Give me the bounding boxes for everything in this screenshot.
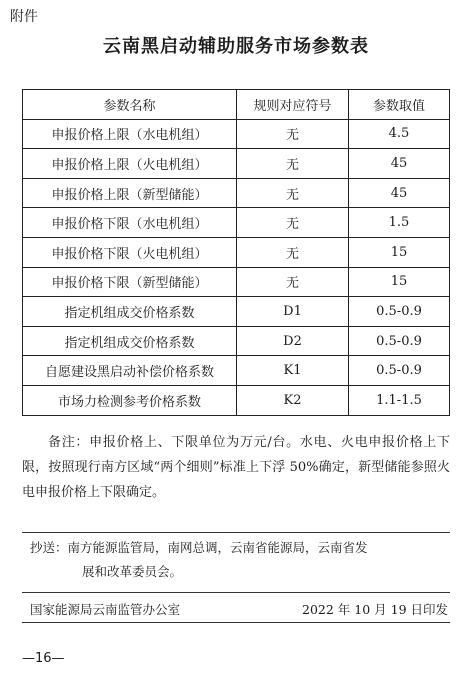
param-name-cell: 自愿建设黑启动补偿价格系数 — [23, 356, 237, 386]
param-symbol-cell: K2 — [237, 385, 349, 415]
param-name-cell: 市场力检测参考价格系数 — [23, 385, 237, 415]
cc-line-2: 展和改革委员会。 — [82, 564, 183, 579]
param-value-cell: 0.5-0.9 — [349, 356, 450, 386]
param-symbol-cell: 无 — [237, 149, 349, 179]
divider-middle — [22, 592, 450, 593]
param-value-cell: 1.1-1.5 — [349, 385, 450, 415]
param-name-cell: 指定机组成交价格系数 — [23, 297, 237, 327]
param-symbol-cell: 无 — [237, 178, 349, 208]
table-row — [23, 326, 450, 356]
param-name-cell: 申报价格下限（火电机组） — [23, 237, 237, 267]
table-row — [23, 208, 450, 238]
document-title: 云南黑启动辅助服务市场参数表 — [103, 36, 369, 57]
param-symbol-cell: K1 — [237, 356, 349, 386]
table-row — [23, 237, 450, 267]
parameter-table — [22, 89, 450, 416]
cc-line-1: 抄送：南方能源监管局，南网总调，云南省能源局，云南省发 — [30, 540, 368, 555]
table-row — [23, 297, 450, 327]
param-value-cell: 15 — [349, 237, 450, 267]
issue-date: 2022 年 10 月 19 日印发 — [302, 602, 448, 617]
divider-bottom — [22, 622, 450, 623]
page-number: —16— — [22, 651, 65, 666]
cc-block — [30, 536, 450, 584]
column-header-symbol: 规则对应符号 — [237, 90, 349, 120]
issuer-name: 国家能源局云南监管办公室 — [30, 602, 181, 617]
table-row — [23, 356, 450, 386]
column-header-name: 参数名称 — [23, 90, 237, 120]
param-name-cell: 申报价格上限（新型储能） — [23, 178, 237, 208]
param-symbol-cell: 无 — [237, 119, 349, 149]
param-name-cell: 申报价格下限（水电机组） — [23, 208, 237, 238]
param-value-cell: 45 — [349, 149, 450, 179]
param-name-cell: 申报价格上限（火电机组） — [23, 149, 237, 179]
param-value-cell: 45 — [349, 178, 450, 208]
divider-top — [22, 532, 450, 533]
param-symbol-cell: 无 — [237, 208, 349, 238]
param-value-cell: 0.5-0.9 — [349, 326, 450, 356]
param-value-cell: 0.5-0.9 — [349, 297, 450, 327]
table-row — [23, 385, 450, 415]
param-value-cell: 4.5 — [349, 119, 450, 149]
param-name-cell: 申报价格下限（新型储能） — [23, 267, 237, 297]
table-row — [23, 267, 450, 297]
attachment-label: 附件 — [10, 9, 38, 25]
param-value-cell: 1.5 — [349, 208, 450, 238]
param-symbol-cell: 无 — [237, 267, 349, 297]
param-symbol-cell: D1 — [237, 297, 349, 327]
param-name-cell: 指定机组成交价格系数 — [23, 326, 237, 356]
param-name-cell: 申报价格上限（水电机组） — [23, 119, 237, 149]
remarks-note — [22, 430, 450, 505]
table-row — [23, 119, 450, 149]
param-symbol-cell: 无 — [237, 237, 349, 267]
param-value-cell: 15 — [349, 267, 450, 297]
table-row — [23, 149, 450, 179]
column-header-value: 参数取值 — [349, 90, 450, 120]
table-row — [23, 178, 450, 208]
param-symbol-cell: D2 — [237, 326, 349, 356]
table-header-row — [23, 90, 450, 120]
remarks-text: 备注：申报价格上、下限单位为万元/台。水电、火电申报价格上下限，按照现行南方区域“两个细则”标准上下浮 50%确定，新型储能参照火电申报价格上下限确定。 — [22, 435, 450, 500]
